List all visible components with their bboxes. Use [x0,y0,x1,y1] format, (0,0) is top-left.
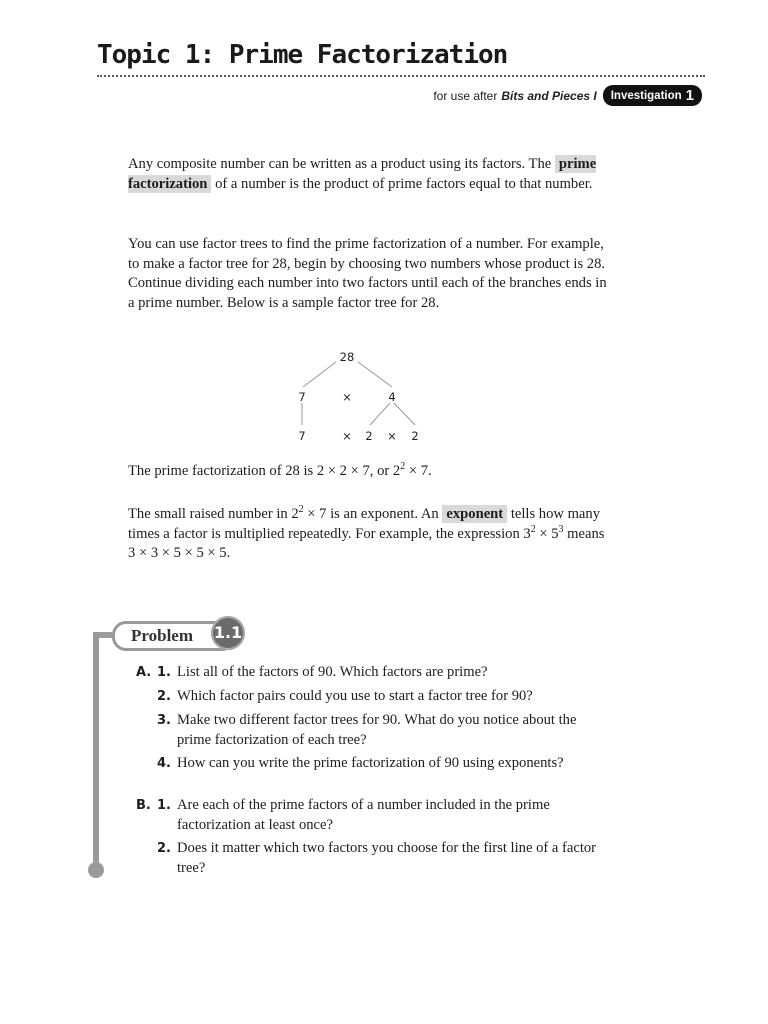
part-label: B. [136,798,151,813]
problem-label: Problem [112,621,236,651]
tree-node: 2 [411,429,419,443]
problem-sidebar [93,632,99,868]
tree-node: 7 [298,390,306,404]
part-label: A. [136,665,152,680]
exp-text-d: × 5 [535,525,559,542]
tree-times: × [342,390,352,404]
question-number: 2. [157,689,171,704]
intro-text-b: of a number is the product of prime factors equal to that number. [215,175,593,192]
exponent-paragraph [128,505,608,564]
term-exponent: exponent [442,505,507,523]
exp-text-c: tells how many times a factor is multiplied repeatedly. For example, the expression 3 [128,506,600,542]
tree-node: 2 [365,429,373,443]
question-number: 4. [157,756,171,771]
dotted-divider [97,75,705,77]
page-title: Topic 1: Prime Factorization [97,40,508,70]
intro-paragraph-1 [128,155,608,194]
question-text: Which factor pairs could you use to start a factor tree for 90? [177,688,533,704]
exp-sup: 2 [298,504,304,516]
intro-text-a: Any composite number can be written as a product using its factors. The [128,156,552,172]
question-number: 1. [157,798,171,813]
exp-text-e: means 3 × 3 × 5 × 5 × 5. [128,525,605,561]
investigation-label: Investigation [610,89,682,102]
investigation-badge [603,85,702,106]
exp-sup: 3 [558,523,564,535]
question-text: Are each of the prime factors of a number included in the prime factorization at least once? [177,797,550,833]
question-text: Make two different factor trees for 90. What do you notice about the prime factorization of each tree? [177,712,577,748]
factor-tree [270,345,450,445]
term-prime-factorization: prime factorization [128,156,597,192]
question-number: 1. [157,665,171,680]
exp-sup: 2 [530,523,536,535]
result-sentence [128,462,608,482]
question-number: 3. [157,713,171,728]
investigation-number: 1 [685,87,694,104]
result-text-b: × 7. [405,463,432,479]
question-text: List all of the factors of 90. Which factors are prime? [177,664,488,680]
problem-end-dot [88,862,104,878]
question-text: How can you write the prime factorization of 90 using exponents? [177,755,564,771]
tree-node: 4 [388,390,396,404]
intro-paragraph-2: You can use factor trees to find the prime factorization of a number. For example, to make a factor tree for 28, begin by choosing two numbers whose product is 28. Continue dividing each number into two factors until each of the branches ends in a prime number. Below is a sample factor tree for 28. [128,236,607,311]
exp-text-b: × 7 is an exponent. An [303,506,439,522]
tree-times: × [387,429,397,443]
question-text: Does it matter which two factors you choose for the first line of a factor tree? [177,840,597,876]
tree-root: 28 [339,350,355,364]
exp-text-a: The small raised number in 2 [128,506,299,522]
result-text-a: The prime factorization of 28 is 2 × 2 × 7, or 2 [128,463,401,479]
question-number: 2. [157,841,171,856]
result-exponent: 2 [400,461,406,473]
tree-node: 7 [298,429,306,443]
problem-number-badge: 1.1 [211,616,245,650]
tree-times: × [342,429,352,443]
for-use-line [433,85,702,106]
book-title: Bits and Pieces I [501,88,597,103]
for-use-prefix: for use after [433,88,498,103]
